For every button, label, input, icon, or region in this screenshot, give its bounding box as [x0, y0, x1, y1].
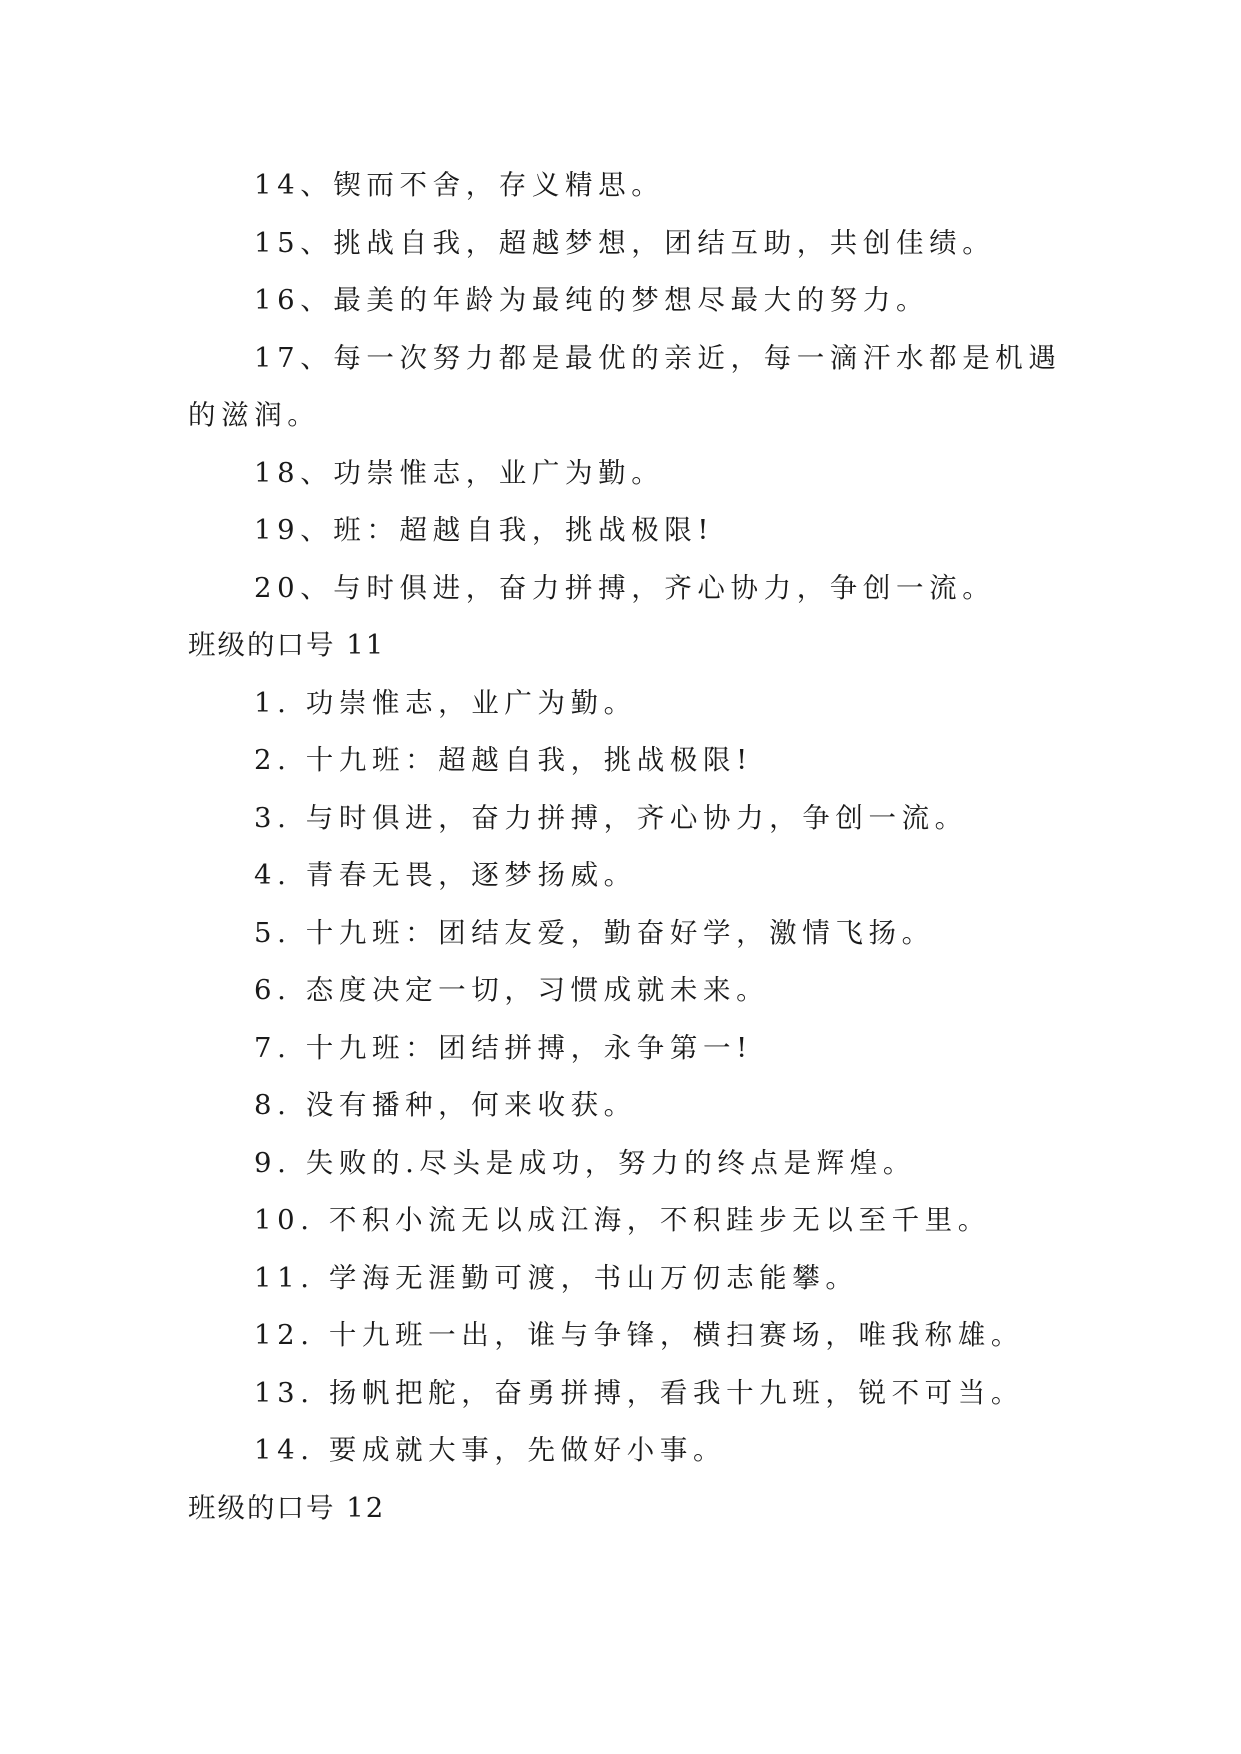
- list-item: 16、最美的年龄为最纯的梦想尽最大的努力。: [254, 284, 930, 316]
- list-item: 8. 没有播种，何来收获。: [254, 1089, 637, 1121]
- list-item: 3. 与时俱进，奋力拼搏，齐心协力，争创一流。: [254, 801, 968, 834]
- list-item: 6. 态度决定一切，习惯成就未来。: [254, 974, 770, 1006]
- list-item: 15、挑战自我，超越梦想，团结互助，共创佳绩。: [254, 226, 996, 259]
- list-item: 14、锲而不舍，存义精思。: [254, 169, 665, 201]
- list-item: 1. 功崇惟志，业广为勤。: [254, 686, 637, 719]
- list-item: 5. 十九班：团结友爱，勤奋好学，激情飞扬。: [254, 916, 935, 949]
- list-item: 19、班：超越自我，挑战极限!: [254, 514, 715, 546]
- list-item: 13. 扬帆把舵，奋勇拼搏，看我十九班，锐不可当。: [254, 1376, 1024, 1409]
- list-item: 18、功崇惟志，业广为勤。: [254, 456, 665, 489]
- document-body: [188, 157, 1068, 1537]
- list-item: 12. 十九班一出，谁与争锋，横扫赛场，唯我称雄。: [254, 1319, 1024, 1351]
- list-item: 2. 十九班：超越自我，挑战极限!: [254, 744, 753, 776]
- list-item: 17、每一次努力都是最优的亲近，每一滴汗水都是机遇: [254, 341, 1062, 374]
- section-heading: 班级的口号 11: [188, 629, 386, 661]
- list-item: 11. 学海无涯勤可渡，书山万仞志能攀。: [254, 1261, 859, 1294]
- list-item: 4. 青春无畏，逐梦扬威。: [254, 859, 637, 891]
- list-item: 7. 十九班：团结拼搏，永争第一!: [254, 1031, 753, 1064]
- list-item-continuation: 的滋润。: [188, 399, 321, 431]
- list-item: 20、与时俱进，奋力拼搏，齐心协力，争创一流。: [254, 571, 996, 604]
- list-item: 14. 要成就大事，先做好小事。: [254, 1434, 727, 1466]
- section-heading: 班级的口号 12: [188, 1491, 386, 1524]
- list-item: 10. 不积小流无以成江海，不积跬步无以至千里。: [254, 1204, 991, 1236]
- list-item: 9. 失败的.尽头是成功，努力的终点是辉煌。: [254, 1146, 916, 1179]
